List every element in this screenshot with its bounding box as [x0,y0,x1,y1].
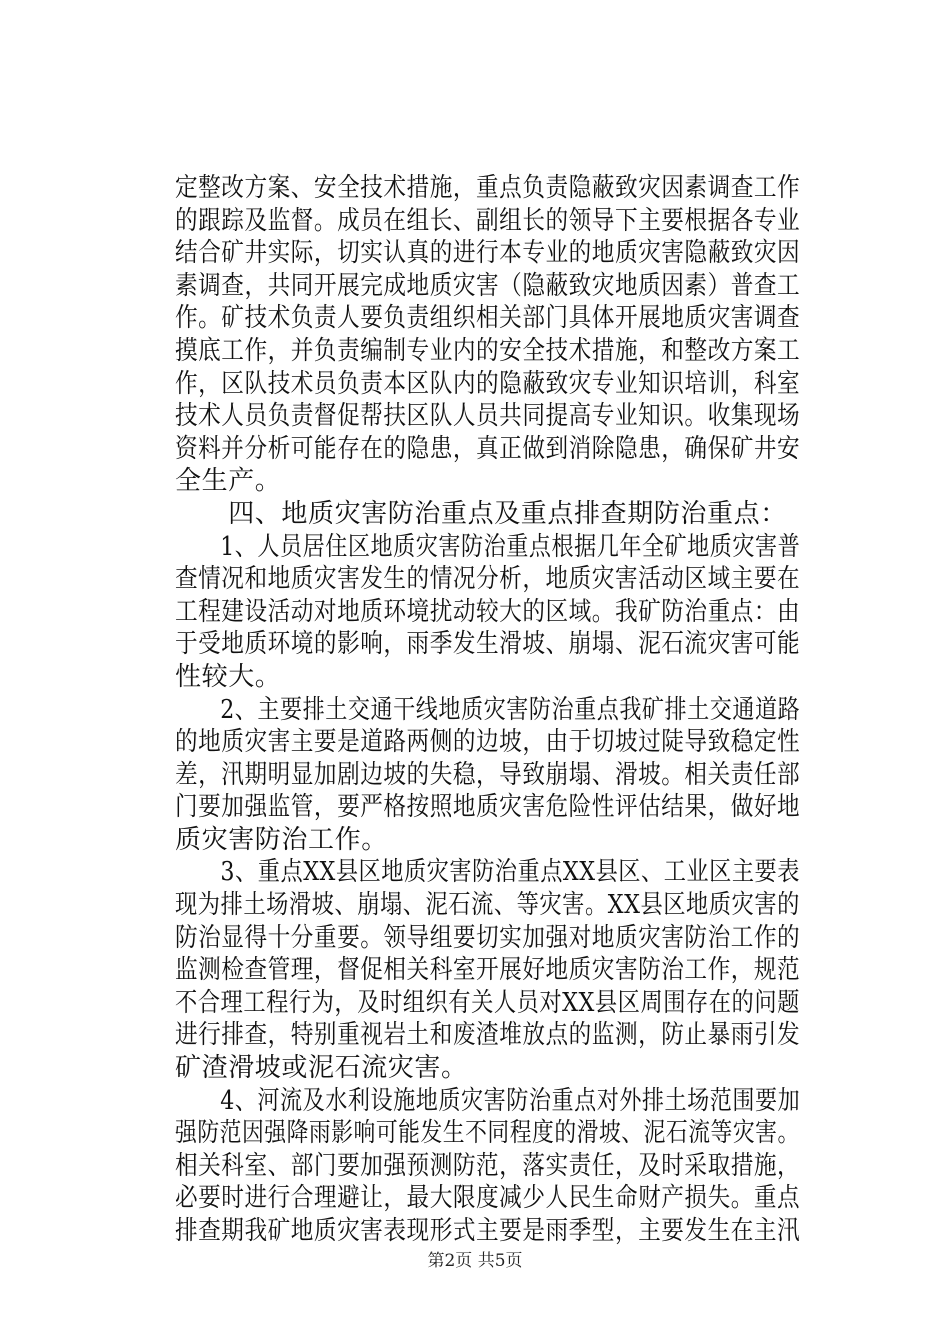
text-line: 3、重点XX县区地质灾害防治重点XX县区、工业区主要表 [175,857,800,888]
text-line: 于受地质环境的影响，雨季发生滑坡、崩塌、泥石流灾害可能 [175,629,801,660]
text-line: 必要时进行合理避让，最大限度减少人民生命财产损失。重点 [175,1183,801,1214]
page-number: 第2页 共5页 [427,1251,523,1271]
text-line: 的地质灾害主要是道路两侧的边坡，由于切坡过陡导致稳定性 [175,727,801,758]
text-line: 2、主要排土交通干线地质灾害防治重点我矿排土交通道路 [175,694,801,725]
text-line: 防治显得十分重要。领导组要切实加强对地质灾害防治工作的 [175,922,801,953]
text-line: 性较大。 [175,661,282,692]
text-line: 定整改方案、安全技术措施，重点负责隐蔽致灾因素调查工作 [175,173,801,203]
section-heading: 四、地质灾害防治重点及重点排查期防治重点： [175,498,787,529]
text-line: 进行排查，特别重视岩土和废渣堆放点的监测，防止暴雨引发 [175,1020,801,1051]
text-line: 全生产。 [175,466,282,497]
text-line: 摸底工作，并负责编制专业内的安全技术措施，和整改方案工 [175,335,801,366]
text-line: 监测检查管理，督促相关科室开展好地质灾害防治工作，规范 [175,955,801,986]
text-line: 资料并分析可能存在的隐患，真正做到消除隐患，确保矿井安 [175,433,801,464]
text-line: 质灾害防治工作。 [175,824,388,855]
text-line: 4、河流及水利设施地质灾害防治重点对外排土场范围要加 [175,1085,801,1116]
text-line: 排查期我矿地质灾害表现形式主要是雨季型，主要发生在主汛 [175,1216,801,1246]
text-line: 结合矿井实际，切实认真的进行本专业的地质灾害隐蔽致灾因 [175,238,801,269]
text-line: 技术人员负责督促帮扶区队人员共同提高专业知识。收集现场 [175,401,801,432]
text-line: 相关科室、部门要加强预测防范，落实责任，及时采取措施， [175,1150,801,1181]
text-line: 素调查，共同开展完成地质灾害（隐蔽致灾地质因素）普查工 [175,270,801,301]
text-line: 矿渣滑坡或泥石流灾害。 [175,1053,468,1084]
text-line: 作，区队技术员负责本区队内的隐蔽致灾专业知识培训，科室 [175,368,801,399]
text-line: 不合理工程行为，及时组织有关人员对XX县区周围存在的问题 [175,987,800,1018]
text-line: 工程建设活动对地质环境扰动较大的区域。我矿防治重点：由 [175,596,801,627]
text-line: 门要加强监管，要严格按照地质灾害危险性评估结果，做好地 [175,792,801,823]
text-line: 强防范因强降雨影响可能发生不同程度的滑坡、泥石流等灾害。 [175,1118,800,1149]
text-line: 查情况和地质灾害发生的情况分析，地质灾害活动区域主要在 [175,564,801,595]
text-line: 1、人员居住区地质灾害防治重点根据几年全矿地质灾害普 [175,531,801,562]
page-footer [0,1246,950,1271]
document-body [175,172,800,1248]
text-line: 现为排土场滑坡、崩塌、泥石流、等灾害。XX县区地质灾害的 [175,890,800,921]
text-line: 差，汛期明显加剧边坡的失稳，导致崩塌、滑坡。相关责任部 [175,759,801,790]
text-line: 的跟踪及监督。成员在组长、副组长的领导下主要根据各专业 [175,205,801,236]
text-line: 作。矿技术负责人要负责组织相关部门具体开展地质灾害调查 [175,303,801,334]
